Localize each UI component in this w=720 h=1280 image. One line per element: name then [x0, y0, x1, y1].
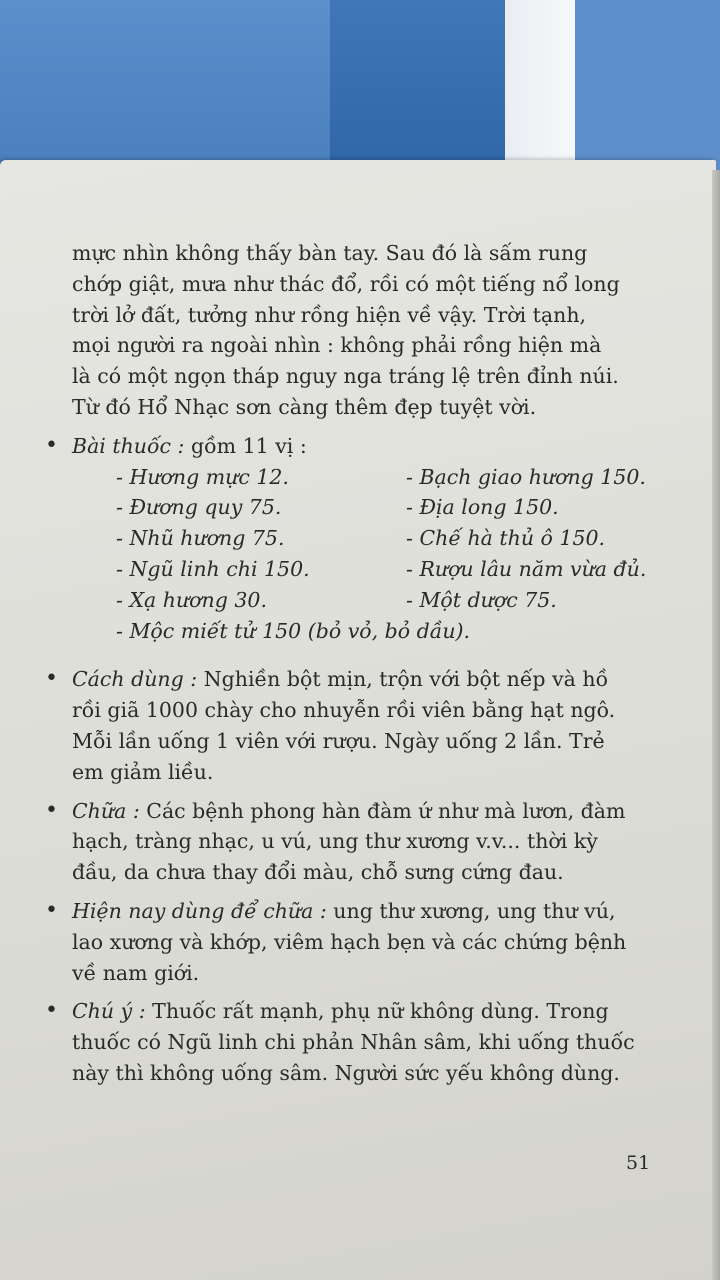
ingredient-item: - Bạch giao hương 150. — [406, 464, 646, 489]
chu-y-section — [45, 996, 682, 1088]
hien-nay-label: Hiện nay dùng để chữa : — [72, 898, 327, 923]
text-line: mực nhìn không thấy bàn tay. Sau đó là sấm rung — [72, 241, 588, 265]
text-line: là có một ngọn tháp nguy nga tráng lệ trên đỉnh núi. — [72, 364, 619, 389]
chua-section — [45, 796, 682, 888]
ingredient-item: - Mộc miết tử 150 (bỏ vỏ, bỏ dầu). — [116, 618, 471, 643]
bullet: • — [45, 432, 58, 458]
ingredient-item: - Chế hà thủ ô 150. — [406, 526, 606, 551]
ingredient-item: - Rượu lâu năm vừa đủ. — [406, 556, 647, 581]
text-line: trời lở đất, tưởng như rồng hiện về vậy. Trời tạnh, — [72, 302, 587, 327]
ingredient-item: - Một dược 75. — [406, 587, 557, 612]
hien-nay-section — [45, 896, 682, 988]
text-line: Từ đó Hổ Nhạc sơn càng thêm đẹp tuyệt vời. — [72, 394, 537, 419]
bullet: • — [45, 998, 58, 1024]
text-line: chớp giật, mưa như thác đổ, rồi có một tiếng nổ long — [72, 271, 620, 296]
chua-label: Chữa : — [72, 798, 140, 823]
ingredient-item: - Đương quy 75. — [116, 495, 282, 520]
background-wall-right — [575, 0, 720, 175]
text-line: mọi người ra ngoài nhìn : không phải rồng hiện mà — [72, 333, 602, 358]
background-wall — [0, 0, 330, 175]
bullet: • — [45, 797, 58, 823]
text-line: này thì không uống sâm. Người sức yếu không dùng. — [72, 1060, 620, 1085]
ingredient-item: - Xạ hương 30. — [116, 587, 267, 612]
cach-dung-section — [45, 664, 682, 787]
page-text — [45, 238, 682, 1089]
text-line: đầu, da chưa thay đổi màu, chỗ sưng cứng đau. — [72, 860, 564, 885]
page-number: 51 — [626, 1152, 651, 1174]
background-pillar — [505, 0, 575, 175]
text-line: Thuốc rất mạnh, phụ nữ không dùng. Trong — [145, 999, 609, 1024]
cach-dung-label: Cách dùng : — [72, 667, 198, 692]
text-line: em giảm liều. — [72, 759, 214, 784]
ingredient-item: - Ngũ linh chi 150. — [116, 556, 310, 581]
background-stripe — [330, 0, 505, 175]
bai-thuoc-text: gồm 11 vị : — [184, 433, 307, 458]
text-line: Các bệnh phong hàn đàm ứ như mà lươn, đàm — [139, 798, 626, 823]
ingredient-list — [116, 462, 682, 647]
intro-paragraph — [72, 238, 682, 423]
text-line: lao xương và khớp, viêm hạch bẹn và các chứng bệnh — [72, 929, 627, 954]
page-edge — [712, 170, 720, 1280]
ingredient-item: - Hương mực 12. — [116, 464, 289, 489]
bullet: • — [45, 897, 58, 923]
text-line: Mỗi lần uống 1 viên với rượu. Ngày uống 2 lần. Trẻ — [72, 728, 605, 753]
text-line: rồi giã 1000 chày cho nhuyễn rồi viên bằng hạt ngô. — [72, 698, 616, 723]
text-line: về nam giới. — [72, 960, 200, 985]
text-line: Nghiền bột mịn, trộn với bột nếp và hồ — [197, 667, 609, 692]
text-line: ung thư xương, ung thư vú, — [326, 898, 616, 923]
bullet: • — [45, 666, 58, 692]
bai-thuoc-section — [45, 431, 682, 647]
bai-thuoc-label: Bài thuốc : — [72, 433, 185, 458]
text-line: thuốc có Ngũ linh chi phản Nhân sâm, khi uống thuốc — [72, 1030, 635, 1055]
chu-y-label: Chú ý : — [72, 999, 146, 1024]
ingredient-item: - Địa long 150. — [406, 495, 559, 520]
text-line: hạch, tràng nhạc, u vú, ung thư xương v.v... thời kỳ — [72, 829, 598, 854]
ingredient-item: - Nhũ hương 75. — [116, 526, 285, 551]
